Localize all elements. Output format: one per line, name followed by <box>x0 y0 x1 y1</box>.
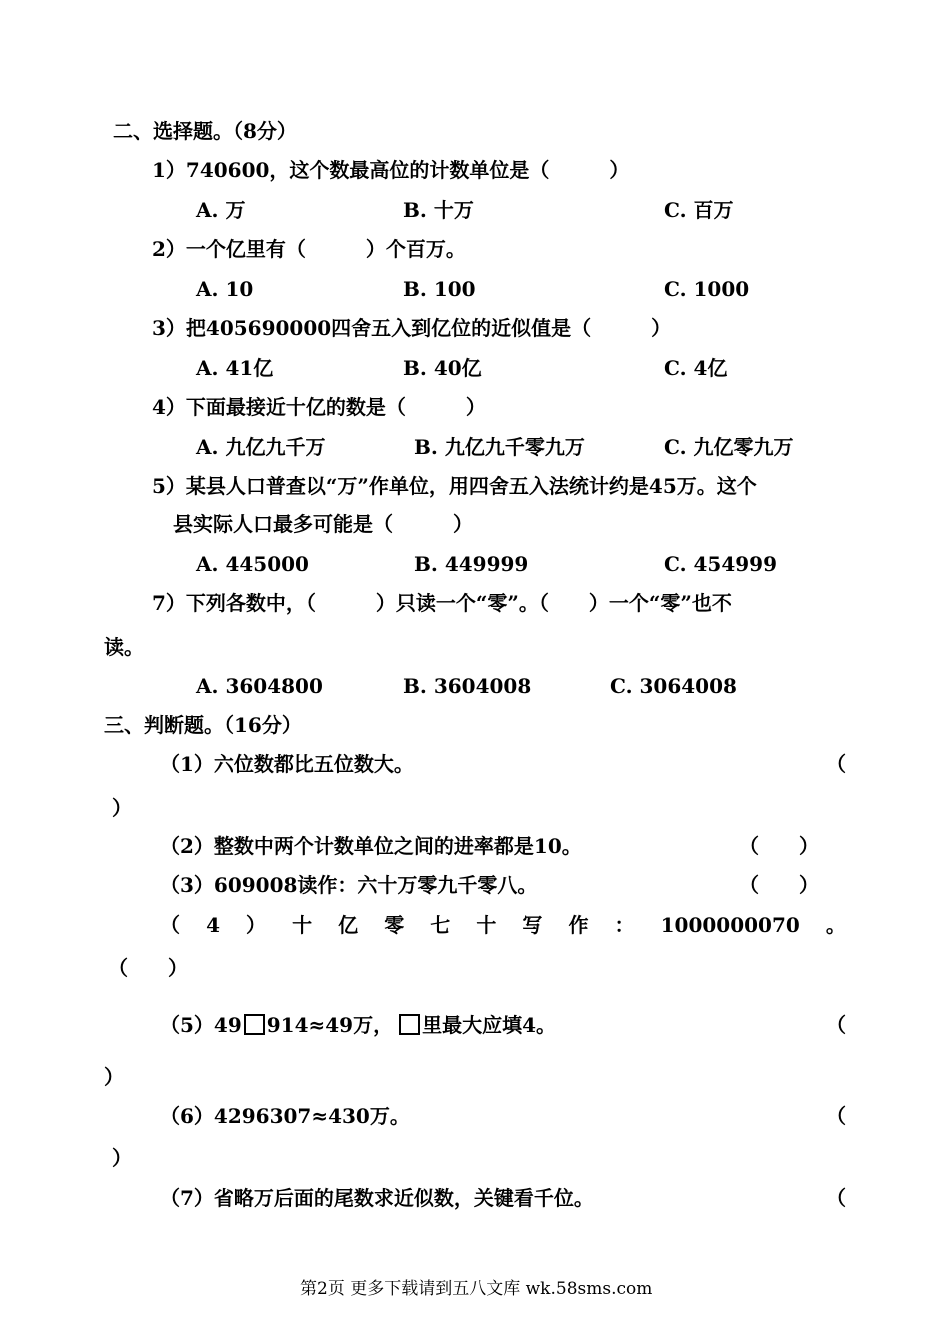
judgment-6-answer-close: ） <box>112 1146 132 1170</box>
judgment-4-token: 1000000070 <box>660 913 800 937</box>
judgment-2-answer-paren: （ ） <box>739 834 819 858</box>
question-7-stem-line-2: 读。 <box>104 635 144 659</box>
judgment-5-answer-close: ） <box>104 1065 124 1089</box>
question-2-option-c: C. 1000 <box>664 277 750 301</box>
question-5-option-b: B. 449999 <box>414 552 529 576</box>
judgment-5-part: 914≈49万， <box>266 1013 394 1037</box>
question-3-option-c: C. 4亿 <box>664 356 728 380</box>
blank-square-icon <box>399 1014 420 1035</box>
question-7-stem-line-1: 7）下列各数中，（ ）只读一个“零”。（ ）一个“零”也不 <box>152 591 732 615</box>
question-3-option-a: A. 41亿 <box>196 356 274 380</box>
question-2-option-b: B. 100 <box>403 277 476 301</box>
judgment-4-token: 亿 <box>338 913 359 937</box>
question-4-option-c: C. 九亿零九万 <box>664 435 794 459</box>
judgment-4-token: 零 <box>384 913 405 937</box>
question-4-stem: 4）下面最接近十亿的数是（ ） <box>152 395 486 419</box>
question-7-option-c: C. 3064008 <box>610 674 737 698</box>
judgment-4-token: 4 <box>206 913 220 937</box>
judgment-7-text: （7）省略万后面的尾数求近似数，关键看千位。 <box>160 1186 594 1210</box>
judgment-3-text: （3）609008读作：六十万零九千零八。 <box>160 873 538 897</box>
question-3-option-b: B. 40亿 <box>403 356 482 380</box>
judgment-4-token: 。 <box>825 913 846 937</box>
question-1-option-c: C. 百万 <box>664 198 734 222</box>
judgment-4-token: 写 <box>522 913 543 937</box>
question-7-option-b: B. 3604008 <box>403 674 532 698</box>
judgment-1-answer-open: （ <box>826 752 846 776</box>
judgment-4-token: ） <box>246 913 267 937</box>
question-5-option-c: C. 454999 <box>664 552 777 576</box>
question-3-stem: 3）把405690000四舍五入到亿位的近似值是（ ） <box>152 316 672 340</box>
question-4-option-b: B. 九亿九千零九万 <box>414 435 585 459</box>
judgment-4-text <box>160 912 846 938</box>
judgment-6-text: （6）4296307≈430万。 <box>160 1104 410 1128</box>
section-2-title: 二、选择题。（8分） <box>113 119 297 143</box>
question-7-option-a: A. 3604800 <box>196 674 323 698</box>
judgment-5-answer-open: （ <box>826 1013 846 1037</box>
judgment-4-token: 十 <box>476 913 497 937</box>
judgment-4-token: 十 <box>292 913 313 937</box>
judgment-5-text <box>160 1012 556 1038</box>
judgment-4-token: 作 <box>568 913 589 937</box>
question-5-stem-line-2: 县实际人口最多可能是（ ） <box>173 512 473 536</box>
question-4-option-a: A. 九亿九千万 <box>196 435 326 459</box>
judgment-2-text: （2）整数中两个计数单位之间的进率都是10。 <box>160 834 582 858</box>
judgment-1-text: （1）六位数都比五位数大。 <box>160 752 414 776</box>
question-5-stem-line-1: 5）某县人口普查以“万”作单位，用四舍五入法统计约是45万。这个 <box>152 474 757 498</box>
section-3-title: 三、判断题。（16分） <box>104 713 302 737</box>
judgment-4-answer-paren: （ ） <box>108 956 188 980</box>
judgment-4-token: 七 <box>430 913 451 937</box>
question-1-stem: 1）740600，这个数最高位的计数单位是（ ） <box>152 158 630 182</box>
page-footer: 第2页 更多下载请到五八文库 wk.58sms.com <box>300 1279 653 1299</box>
judgment-1-answer-close: ） <box>112 796 132 820</box>
judgment-5-part: 里最大应填4。 <box>422 1013 557 1037</box>
judgment-5-part: （5）49 <box>160 1013 242 1037</box>
judgment-4-token: ： <box>614 913 635 937</box>
question-1-option-b: B. 十万 <box>403 198 474 222</box>
question-5-option-a: A. 445000 <box>196 552 309 576</box>
judgment-3-answer-paren: （ ） <box>739 873 819 897</box>
question-1-option-a: A. 万 <box>196 198 246 222</box>
question-2-stem: 2）一个亿里有（ ）个百万。 <box>152 237 466 261</box>
question-2-option-a: A. 10 <box>196 277 254 301</box>
judgment-4-token: （ <box>160 913 180 937</box>
blank-square-icon <box>244 1014 265 1035</box>
judgment-7-answer-open: （ <box>826 1186 846 1210</box>
judgment-6-answer-open: （ <box>826 1104 846 1128</box>
